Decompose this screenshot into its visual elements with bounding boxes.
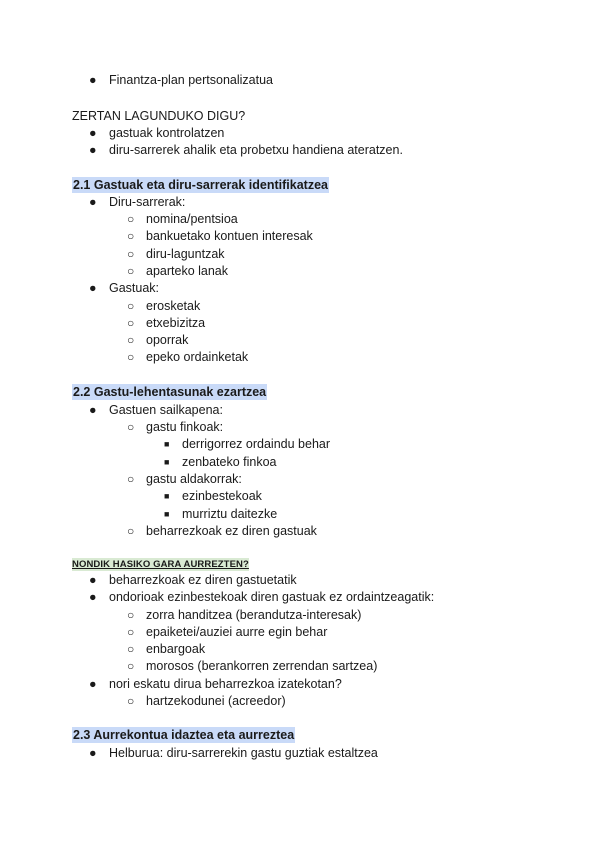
list-item: nomina/pentsioa <box>146 212 238 226</box>
income-label: Diru-sarrerak: <box>109 195 186 209</box>
bullet-circle: ○ <box>127 350 135 364</box>
section-heading-2-3: 2.3 Aurrekontua idaztea eta aurreztea <box>73 728 295 742</box>
bullet-circle: ○ <box>127 316 135 330</box>
bullet-circle: ○ <box>127 472 135 486</box>
list-item: diru-laguntzak <box>146 247 225 261</box>
list-item: oporrak <box>146 333 189 347</box>
list-item: Finantza-plan pertsonalizatua <box>109 73 273 87</box>
section-heading-2-1: 2.1 Gastuak eta diru-sarrerak identifikatzea <box>73 178 328 192</box>
list-item: epeko ordainketak <box>146 350 249 364</box>
list-item: morosos (berankorren zerrendan sartzea) <box>146 659 378 673</box>
list-item: beharrezkoak ez diren gastuetatik <box>109 573 297 587</box>
list-item: diru-sarrerek ahalik eta probetxu handiena ateratzen. <box>109 143 403 157</box>
bullet-square: ■ <box>164 491 170 501</box>
expense-label: Gastuak: <box>109 281 160 295</box>
bullet-circle: ○ <box>127 212 135 226</box>
fixed-label: gastu finkoak: <box>146 420 224 434</box>
bullet-dot: ● <box>89 126 97 140</box>
classification-label: Gastuen sailkapena: <box>109 403 223 417</box>
zertan-title: ZERTAN LAGUNDUKO DIGU? <box>72 109 246 123</box>
bullet-circle: ○ <box>127 694 135 708</box>
list-item: zorra handitzea (berandutza-interesak) <box>146 608 362 622</box>
bullet-circle: ○ <box>127 247 135 261</box>
list-item: erosketak <box>146 299 201 313</box>
bullet-circle: ○ <box>127 420 135 434</box>
bullet-circle: ○ <box>127 524 135 538</box>
bullet-dot: ● <box>89 590 97 604</box>
list-item: nori eskatu dirua beharrezkoa izatekotan? <box>109 677 342 691</box>
bullet-dot: ● <box>89 73 97 87</box>
bullet-circle: ○ <box>127 642 135 656</box>
list-item: ezinbestekoak <box>182 489 262 503</box>
list-item: enbargoak <box>146 642 206 656</box>
bullet-square: ■ <box>164 509 170 519</box>
bullet-dot: ● <box>89 143 97 157</box>
list-item: derrigorrez ordaindu behar <box>182 437 331 451</box>
bullet-circle: ○ <box>127 299 135 313</box>
list-item: etxebizitza <box>146 316 206 330</box>
list-item: Helburua: diru-sarrerekin gastu guztiak estaltzea <box>109 746 378 760</box>
bullet-dot: ● <box>89 281 97 295</box>
bullet-dot: ● <box>89 195 97 209</box>
bullet-dot: ● <box>89 573 97 587</box>
list-item: bankuetako kontuen interesak <box>146 229 313 243</box>
section-heading-2-2: 2.2 Gastu-lehentasunak ezartzea <box>73 385 267 399</box>
bullet-circle: ○ <box>127 625 135 639</box>
bullet-circle: ○ <box>127 608 135 622</box>
variable-label: gastu aldakorrak: <box>146 472 242 486</box>
nondik-heading: NONDIK HASIKO GARA AURREZTEN? <box>72 559 249 570</box>
bullet-dot: ● <box>89 746 97 760</box>
bullet-circle: ○ <box>127 229 135 243</box>
bullet-circle: ○ <box>127 264 135 278</box>
bullet-dot: ● <box>89 403 97 417</box>
list-item: epaiketei/auziei aurre egin behar <box>146 625 328 639</box>
bullet-dot: ● <box>89 677 97 691</box>
list-item: murriztu daitezke <box>182 507 278 521</box>
list-item: aparteko lanak <box>146 264 229 278</box>
list-item: hartzekodunei (acreedor) <box>146 694 286 708</box>
list-item: beharrezkoak ez diren gastuak <box>146 524 317 538</box>
bullet-circle: ○ <box>127 333 135 347</box>
list-item: ondorioak ezinbestekoak diren gastuak ez ordaintzeagatik: <box>109 590 435 604</box>
list-item: zenbateko finkoa <box>182 455 277 469</box>
bullet-square: ■ <box>164 457 170 467</box>
bullet-circle: ○ <box>127 659 135 673</box>
bullet-square: ■ <box>164 439 170 449</box>
list-item: gastuak kontrolatzen <box>109 126 225 140</box>
